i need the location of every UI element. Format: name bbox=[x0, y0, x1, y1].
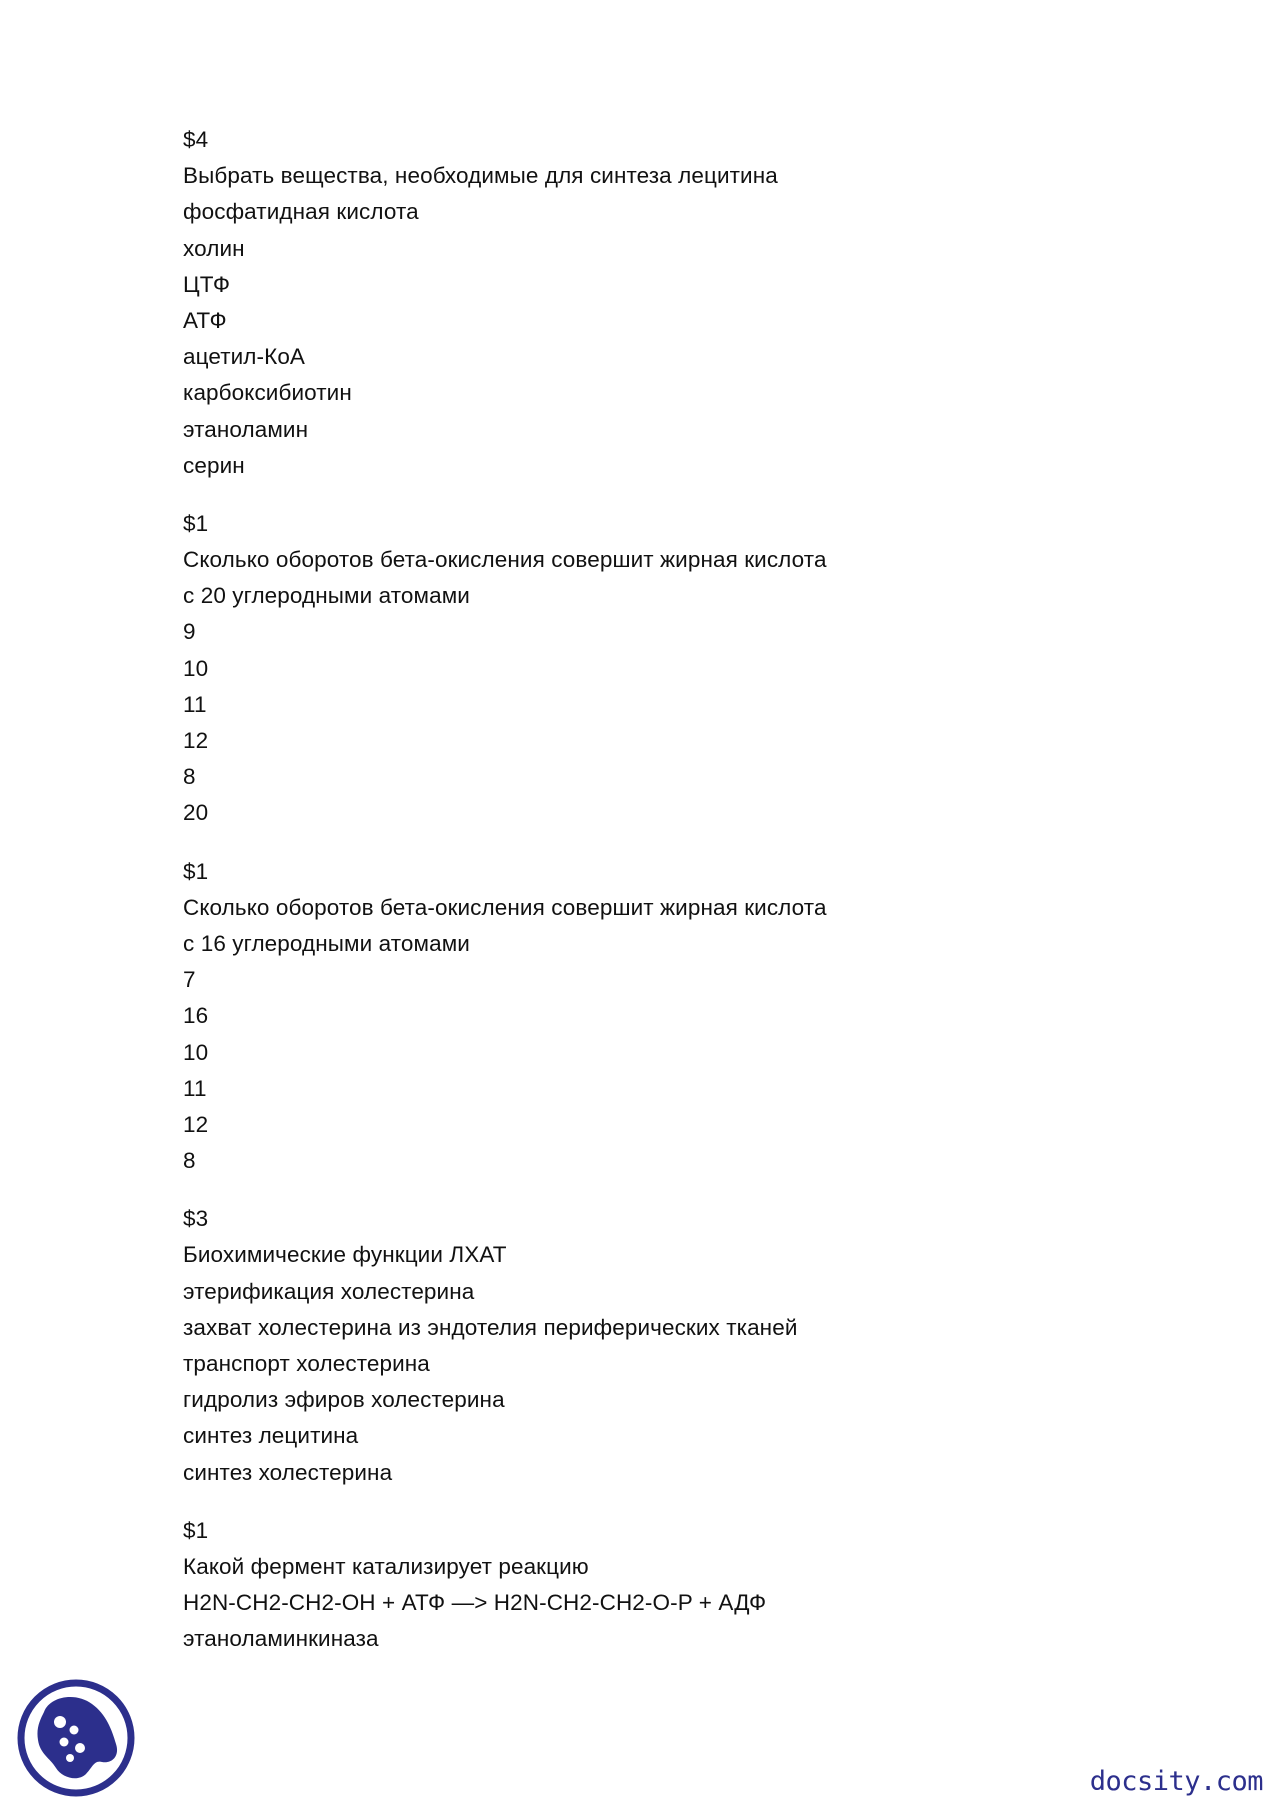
answer-option: 8 bbox=[183, 1148, 196, 1174]
answer-option: этерификация холестерина bbox=[183, 1278, 475, 1304]
question-text: с 16 углеродными атомами bbox=[183, 930, 470, 956]
question-block bbox=[183, 1201, 1183, 1491]
question-text: Биохимические функции ЛХАТ bbox=[183, 1242, 507, 1268]
answer-option: гидролиз эфиров холестерина bbox=[183, 1387, 505, 1413]
answer-option: синтез холестерина bbox=[183, 1459, 393, 1485]
docsity-brand-link[interactable]: docsity.com bbox=[1089, 1766, 1263, 1797]
question-text: Какой фермент катализирует реакцию bbox=[183, 1553, 589, 1579]
answer-option: 7 bbox=[183, 967, 196, 993]
question-marker: $1 bbox=[183, 1517, 209, 1543]
answer-option: фосфатидная кислота bbox=[183, 199, 419, 225]
answer-option: АТФ bbox=[183, 307, 227, 333]
answer-option: ЦТФ bbox=[183, 271, 231, 297]
answer-option: захват холестерина из эндотелия периферических тканей bbox=[183, 1314, 798, 1340]
answer-option: 12 bbox=[183, 1111, 209, 1137]
answer-option: 8 bbox=[183, 764, 196, 790]
answer-option: 10 bbox=[183, 655, 209, 681]
question-block bbox=[183, 506, 1183, 832]
question-marker: $3 bbox=[183, 1206, 209, 1232]
answer-option: ацетил-КоА bbox=[183, 344, 306, 370]
answer-option: 16 bbox=[183, 1003, 209, 1029]
answer-option: 12 bbox=[183, 728, 209, 753]
question-text: H2N-CH2-CH2-OH + АТФ —> H2N-CH2-CH2-O-P + АДФ bbox=[183, 1590, 767, 1616]
question-text: Сколько оборотов бета-окисления совершит жирная кислота bbox=[183, 547, 827, 573]
document-body bbox=[183, 122, 1183, 1680]
question-block bbox=[183, 122, 1183, 484]
answer-option: карбоксибиотин bbox=[183, 380, 352, 406]
answer-option: 11 bbox=[183, 691, 207, 717]
answer-option: транспорт холестерина bbox=[183, 1351, 430, 1376]
question-text: Выбрать вещества, необходимые для синтеза лецитина bbox=[183, 163, 778, 189]
answer-option: синтез лецитина bbox=[183, 1423, 359, 1449]
question-marker: $1 bbox=[183, 510, 209, 536]
answer-option: 9 bbox=[183, 619, 196, 645]
answer-option: 20 bbox=[183, 800, 209, 826]
answer-option: 11 bbox=[183, 1075, 207, 1101]
question-marker: $1 bbox=[183, 858, 209, 884]
answer-option: 10 bbox=[183, 1039, 209, 1065]
question-text: с 20 углеродными атомами bbox=[183, 583, 470, 609]
answer-option: этаноламин bbox=[183, 416, 309, 442]
answer-option: холин bbox=[183, 235, 245, 261]
question-block bbox=[183, 854, 1183, 1180]
answer-option: серин bbox=[183, 452, 245, 478]
docsity-logo-icon[interactable] bbox=[16, 1678, 136, 1798]
question-block bbox=[183, 1513, 1183, 1658]
question-text: Сколько оборотов бета-окисления совершит жирная кислота bbox=[183, 894, 827, 920]
answer-option: этаноламинкиназа bbox=[183, 1626, 379, 1652]
question-marker: $4 bbox=[183, 127, 209, 152]
docsity-logo-graphic bbox=[16, 1678, 136, 1798]
